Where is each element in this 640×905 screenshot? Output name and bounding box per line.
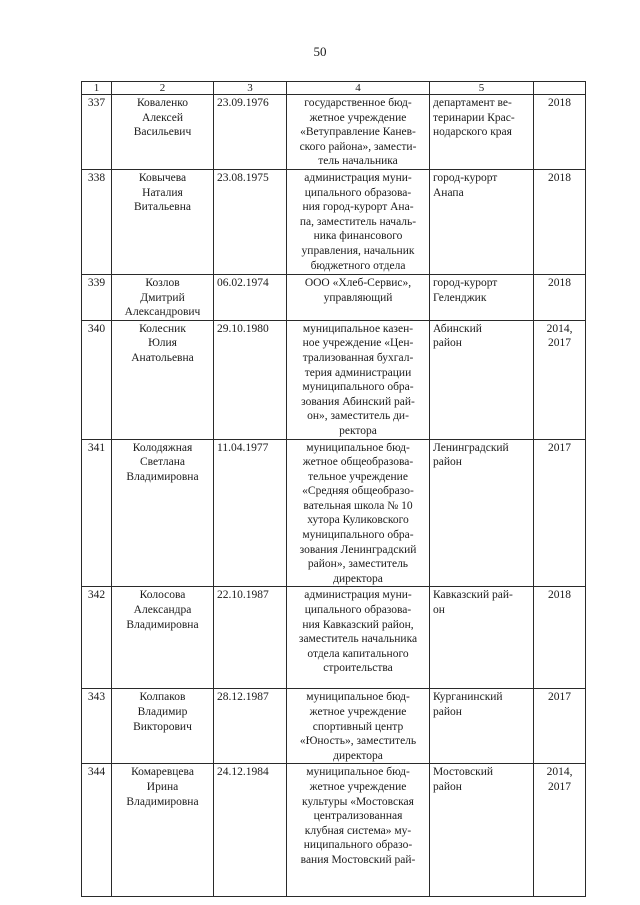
region-line: он — [433, 604, 445, 617]
person-name-line: Владимировна — [126, 795, 199, 808]
person-name — [112, 274, 214, 320]
column-header: 4 — [287, 82, 430, 95]
year — [534, 764, 586, 897]
organization-line: директора — [333, 749, 383, 762]
region — [430, 439, 534, 587]
person-name-line: Владимировна — [126, 470, 199, 483]
year-line: 2018 — [548, 171, 571, 184]
organization-line: заместитель начальника — [298, 633, 418, 646]
organization-position — [287, 439, 430, 587]
column-header: 2 — [112, 82, 214, 95]
organization-line: «Ветуправление Канев- — [300, 126, 416, 139]
person-name-line: Витальевна — [134, 201, 191, 214]
region — [430, 320, 534, 439]
person-name-line: Анатольевна — [131, 351, 194, 364]
organization-line: муниципального обра- — [302, 529, 414, 542]
person-name-line: Колесник — [139, 322, 186, 335]
organization-line: строительства — [323, 662, 393, 675]
year — [534, 587, 586, 689]
person-name-line: Светлана — [140, 456, 185, 469]
year — [534, 439, 586, 587]
year-line: 2017 — [548, 337, 571, 350]
organization-line: он», заместитель ди- — [307, 410, 409, 423]
table-row — [82, 439, 586, 587]
organization-line: вательная школа № 10 — [303, 499, 413, 512]
table-row — [82, 764, 586, 897]
organization-line: администрация муни- — [304, 171, 412, 184]
region-line: район — [433, 781, 462, 793]
person-name-line: Юлия — [148, 337, 177, 350]
registry-table — [81, 81, 586, 897]
year — [534, 689, 586, 764]
row-number: 338 — [82, 169, 112, 274]
row-number: 339 — [82, 274, 112, 320]
organization-line: ния Кавказский район, — [302, 618, 414, 631]
year-line: 2018 — [548, 589, 571, 602]
region-line: теринарии Крас- — [433, 111, 515, 124]
organization-position — [287, 320, 430, 439]
person-name-line: Колпаков — [139, 691, 186, 704]
year-line: 2017 — [548, 441, 571, 454]
organization-line: «Средняя общеобразо- — [302, 485, 414, 498]
organization-line: тельное учреждение — [308, 470, 408, 483]
organization-line: муниципальное казен- — [302, 322, 414, 335]
organization-line: управления, начальник — [301, 244, 415, 257]
person-name-line: Коваленко — [136, 97, 189, 109]
region-line: город-курорт — [433, 276, 498, 289]
organization-line: зования Ленинградский — [299, 543, 417, 556]
row-number: 344 — [82, 764, 112, 897]
region-line: Курганинский — [433, 691, 503, 704]
organization-line: ния город-курорт Ана- — [302, 201, 414, 214]
table-row — [82, 689, 586, 764]
page-number: 50 — [313, 44, 327, 59]
organization-line: централизованная — [313, 810, 403, 823]
column-header — [534, 82, 586, 95]
year — [534, 95, 586, 170]
person-name-line: Васильевич — [133, 126, 192, 139]
organization-line: жетное общеобразова- — [302, 456, 414, 469]
person-name-line: Ковычева — [138, 171, 187, 184]
person-name — [112, 439, 214, 587]
organization-line: ниципального образо- — [303, 839, 413, 852]
region — [430, 587, 534, 689]
organization-line: ООО «Хлеб-Сервис», — [304, 276, 412, 289]
table-row — [82, 95, 586, 170]
year — [534, 320, 586, 439]
organization-line: трализованная бухгал- — [302, 351, 414, 364]
person-name-line: Владимировна — [126, 618, 199, 631]
row-number: 341 — [82, 439, 112, 587]
year-line: 2017 — [548, 691, 571, 704]
region-line: город-курорт — [433, 171, 498, 184]
region-line: Анапа — [433, 186, 464, 199]
year-line: 2017 — [548, 781, 571, 793]
organization-position — [287, 169, 430, 274]
organization-position — [287, 587, 430, 689]
region-line: район — [433, 337, 462, 350]
organization-line: терия администрации — [304, 366, 412, 379]
region-line: нодарского края — [433, 126, 512, 139]
region-line: Геленджик — [433, 291, 487, 304]
organization-line: ского района», замести- — [299, 140, 417, 153]
birth-date: 23.08.1975 — [214, 169, 287, 274]
person-name — [112, 689, 214, 764]
organization-line: жетное учреждение — [309, 781, 407, 793]
organization-position — [287, 95, 430, 170]
row-number: 342 — [82, 587, 112, 689]
row-number: 337 — [82, 95, 112, 170]
organization-line: па, заместитель началь- — [299, 215, 417, 228]
column-header: 1 — [82, 82, 112, 95]
organization-line: «Юность», заместитель — [299, 735, 417, 748]
organization-line: администрация муни- — [304, 589, 412, 602]
person-name-line: Алексей — [142, 111, 183, 124]
person-name-line: Комаревцева — [131, 766, 194, 779]
birth-date: 22.10.1987 — [214, 587, 287, 689]
person-name-line: Владимир — [137, 706, 188, 719]
region-line: Кавказский рай- — [433, 589, 513, 602]
header-row — [82, 82, 586, 95]
organization-line: муниципальное бюд- — [306, 766, 410, 779]
region — [430, 169, 534, 274]
year-line: 2018 — [548, 276, 571, 289]
organization-line: ципального образова- — [304, 186, 412, 199]
person-name — [112, 169, 214, 274]
organization-line: зования Абинский рай- — [301, 395, 415, 408]
organization-line: управляющий — [323, 291, 393, 304]
row-number: 343 — [82, 689, 112, 764]
organization-line: муниципального обра- — [302, 381, 414, 394]
birth-date: 11.04.1977 — [214, 439, 287, 587]
organization-line: ректора — [339, 424, 377, 437]
person-name-line: Ирина — [146, 781, 179, 793]
row-number: 340 — [82, 320, 112, 439]
organization-line: тель начальника — [318, 155, 398, 168]
organization-line: хутора Куликовского — [307, 514, 409, 527]
birth-date: 29.10.1980 — [214, 320, 287, 439]
region-line: Мостовский — [433, 766, 494, 779]
person-name — [112, 764, 214, 897]
birth-date: 28.12.1987 — [214, 689, 287, 764]
person-name-line: Наталия — [142, 186, 183, 199]
organization-position — [287, 274, 430, 320]
person-name-line: Колодяжная — [132, 441, 193, 454]
organization-position — [287, 689, 430, 764]
region-line: департамент ве- — [433, 97, 512, 109]
region-line: Ленинградский — [433, 441, 509, 454]
person-name-line: Дмитрий — [140, 291, 185, 304]
organization-line: район», заместитель — [307, 558, 409, 571]
table-row — [82, 587, 586, 689]
year — [534, 169, 586, 274]
person-name-line: Козлов — [145, 276, 180, 289]
organization-line: муниципальное бюд- — [306, 441, 410, 454]
table-row — [82, 274, 586, 320]
column-header: 3 — [214, 82, 287, 95]
organization-line: ципального образова- — [304, 604, 412, 617]
region-line: Абинский — [433, 322, 482, 335]
birth-date: 06.02.1974 — [214, 274, 287, 320]
person-name-line: Александра — [133, 604, 192, 617]
column-header: 5 — [430, 82, 534, 95]
person-name-line: Колосова — [139, 589, 186, 602]
organization-line: муниципальное бюд- — [306, 691, 410, 704]
organization-line: ное учреждение «Цен- — [302, 337, 414, 350]
year-line: 2014, — [546, 322, 573, 335]
region-line: район — [433, 456, 462, 469]
person-name-line: Викторович — [133, 720, 192, 733]
table-row — [82, 320, 586, 439]
organization-line: директора — [333, 572, 383, 585]
region — [430, 274, 534, 320]
table-row — [82, 169, 586, 274]
region-line: район — [433, 706, 462, 719]
birth-date: 24.12.1984 — [214, 764, 287, 897]
organization-line: спортивный центр — [312, 720, 404, 733]
organization-line: бюджетного отдела — [310, 259, 406, 272]
person-name-line: Александрович — [124, 306, 201, 319]
region — [430, 764, 534, 897]
organization-line: клубная система» му- — [304, 824, 412, 837]
year — [534, 274, 586, 320]
organization-line: жетное учреждение — [309, 111, 407, 124]
organization-line: ника финансового — [313, 230, 403, 243]
region — [430, 689, 534, 764]
person-name — [112, 320, 214, 439]
organization-line: культуры «Мостовская — [302, 795, 414, 808]
person-name — [112, 95, 214, 170]
year-line: 2018 — [548, 97, 571, 109]
organization-line: жетное учреждение — [309, 706, 407, 719]
organization-line: государственное бюд- — [304, 97, 412, 109]
organization-line: вания Мостовский рай- — [300, 853, 416, 866]
organization-position — [287, 764, 430, 897]
organization-line: отдела капитального — [307, 647, 409, 660]
person-name — [112, 587, 214, 689]
birth-date: 23.09.1976 — [214, 95, 287, 170]
year-line: 2014, — [546, 766, 573, 779]
region — [430, 95, 534, 170]
